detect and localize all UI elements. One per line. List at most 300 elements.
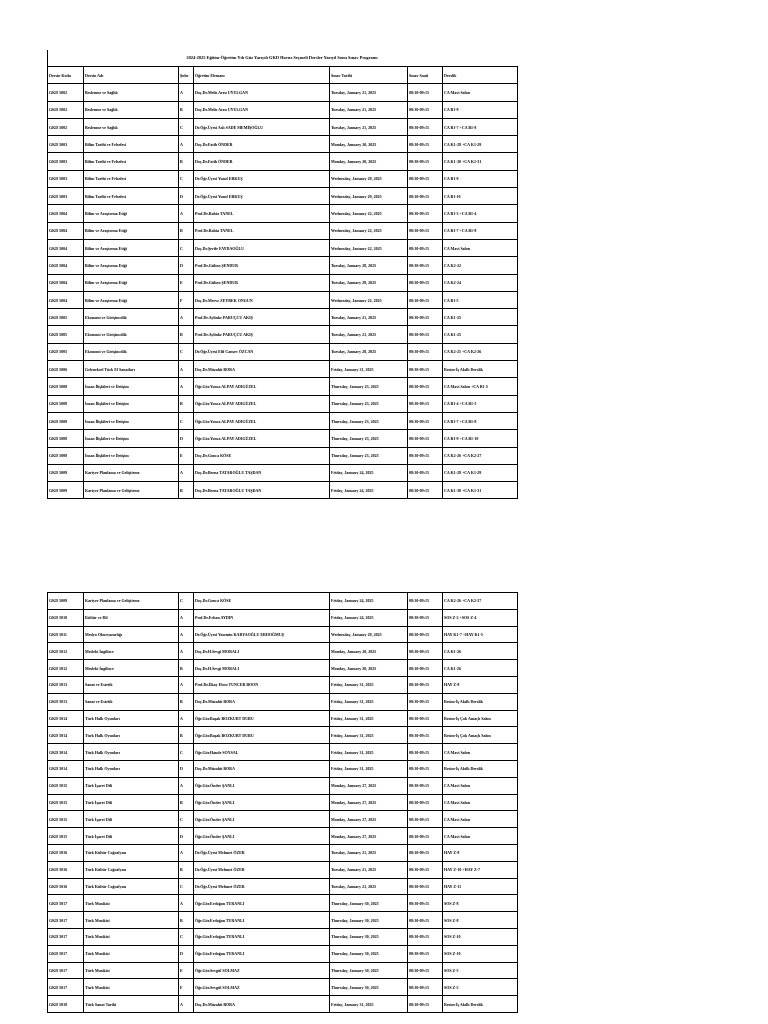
exam-date-cell: Wednesday, January 22, 2025 <box>330 222 408 239</box>
section-cell: C <box>179 811 194 828</box>
course-name-cell: Türk Halk Oyunları <box>84 760 179 777</box>
table-row <box>48 660 518 677</box>
instructor-cell: Prof.Dr.Gülten ŞENDUR <box>194 274 330 291</box>
course-name-cell: Kültür ve Dil <box>84 609 179 626</box>
instructor-cell: Doç.Dr.Gonca KÖSE <box>194 593 330 610</box>
table-row <box>48 945 518 962</box>
exam-time-cell: 08:30-09:15 <box>408 378 443 395</box>
section-cell: A <box>179 609 194 626</box>
header-course-code-cell: Dersin Kodu <box>48 67 84 84</box>
section-cell: B <box>179 660 194 677</box>
course-code-cell: GKD 5003 <box>48 170 84 187</box>
course-name-cell: Medya Okuryazarlığı <box>84 626 179 643</box>
table-row <box>48 257 518 274</box>
section-cell: D <box>179 760 194 777</box>
exam-date-cell: Wednesday, January 29, 2025 <box>330 188 408 205</box>
exam-date-cell: Monday, January 27, 2025 <box>330 777 408 794</box>
course-code-cell: GKD 5004 <box>48 257 84 274</box>
section-cell: C <box>179 118 194 135</box>
exam-time-cell: 08:30-09:15 <box>408 861 443 878</box>
exam-time-cell: 08:30-09:15 <box>408 412 443 429</box>
table-row <box>48 878 518 895</box>
course-name-cell: Sanat ve Estetik <box>84 693 179 710</box>
table-row <box>48 378 518 395</box>
course-name-cell: Türk Halk Oyunları <box>84 727 179 744</box>
exam-time-cell: 08:30-09:15 <box>408 593 443 610</box>
instructor-cell: Doç.Dr.Şerife FAYDAOĞLU <box>194 239 330 256</box>
table-row <box>48 239 518 256</box>
exam-time-cell: 08:30-09:15 <box>408 895 443 912</box>
section-cell: C <box>179 170 194 187</box>
exam-schedule-table-page-1 <box>47 66 518 499</box>
exam-date-cell: Thursday, January 30, 2025 <box>330 979 408 996</box>
exam-date-cell: Monday, January 20, 2025 <box>330 660 408 677</box>
exam-date-cell: Wednesday, January 29, 2025 <box>330 170 408 187</box>
exam-time-cell: 08:30-09:15 <box>408 693 443 710</box>
section-cell: F <box>179 291 194 308</box>
instructor-cell: Dr.Öğr.Üyesi Aslı SADE MEMİŞOĞLU <box>194 118 330 135</box>
table-row <box>48 962 518 979</box>
instructor-cell: Dr.Öğr.Üyesi Mehmet ÖZER <box>194 861 330 878</box>
course-code-cell: GKD 5009 <box>48 482 84 499</box>
instructor-cell: Öğr.Gör.Önder ŞANLI <box>194 828 330 845</box>
table-row <box>48 464 518 481</box>
exam-time-cell: 08:30-09:15 <box>408 928 443 945</box>
classroom-cell: HAY Z-8 <box>443 844 518 861</box>
section-cell: A <box>179 710 194 727</box>
exam-date-cell: Monday, January 27, 2025 <box>330 811 408 828</box>
course-name-cell: Kariyer Planlama ve Geliştirme <box>84 593 179 610</box>
classroom-cell: CA Mavi Salon <box>443 239 518 256</box>
course-code-cell: GKD 5014 <box>48 744 84 761</box>
exam-time-cell: 08:30-09:15 <box>408 828 443 845</box>
course-code-cell: GKD 5003 <box>48 153 84 170</box>
course-name-cell: Ekonomi ve Girişimcilik <box>84 343 179 360</box>
table-row <box>48 760 518 777</box>
exam-date-cell: Thursday, January 30, 2025 <box>330 945 408 962</box>
instructor-cell: Öğr.Gör.Hande SOYSAL <box>194 744 330 761</box>
section-cell: B <box>179 395 194 412</box>
exam-date-cell: Thursday, January 30, 2025 <box>330 928 408 945</box>
classroom-cell: CA K1-26 <box>443 660 518 677</box>
course-name-cell: Bilim ve Araştırma Etiği <box>84 205 179 222</box>
table-row <box>48 101 518 118</box>
course-name-cell: Beslenme ve Sağlık <box>84 118 179 135</box>
course-code-cell: GKD 5014 <box>48 727 84 744</box>
classroom-cell: Resim-İş Çok Amaçlı Salon <box>443 710 518 727</box>
course-code-cell: GKD 5009 <box>48 464 84 481</box>
classroom-cell: CA K1-25 <box>443 309 518 326</box>
exam-date-cell: Thursday, January 23, 2025 <box>330 395 408 412</box>
course-name-cell: İnsan İlişkileri ve İletişim <box>84 395 179 412</box>
table-row <box>48 828 518 845</box>
header-classroom-cell: Derslik <box>443 67 518 84</box>
table-row <box>48 309 518 326</box>
course-name-cell: İnsan İlişkileri ve İletişim <box>84 430 179 447</box>
exam-time-cell: 08:30-09:15 <box>408 811 443 828</box>
exam-time-cell: 08:30-09:15 <box>408 676 443 693</box>
course-name-cell: Bilim ve Araştırma Etiği <box>84 222 179 239</box>
exam-date-cell: Monday, January 20, 2025 <box>330 153 408 170</box>
table-row <box>48 593 518 610</box>
classroom-cell: CA B1-5 <box>443 291 518 308</box>
classroom-cell: HAY K1-7 +HAY K1-5 <box>443 626 518 643</box>
exam-time-cell: 08:30-09:15 <box>408 274 443 291</box>
course-code-cell: GKD 5009 <box>48 593 84 610</box>
course-name-cell: Türk Musikisi <box>84 979 179 996</box>
instructor-cell: Öğr.Gör.Yonca ALPAY ADIGÜZEL <box>194 378 330 395</box>
course-name-cell: Türk Halk Oyunları <box>84 744 179 761</box>
course-name-cell: Türk Kültür Coğrafyası <box>84 844 179 861</box>
course-code-cell: GKD 5008 <box>48 378 84 395</box>
exam-date-cell: Tuesday, January 28, 2025 <box>330 257 408 274</box>
course-name-cell: Türk İşaret Dili <box>84 811 179 828</box>
instructor-cell: Dr.Öğr.Üyesi Yasemin KARYAOĞLU ERDOĞMUŞ <box>194 626 330 643</box>
classroom-cell: SOS Z-8 <box>443 895 518 912</box>
exam-date-cell: Friday, January 31, 2025 <box>330 727 408 744</box>
course-name-cell: Ekonomi ve Girişimcilik <box>84 326 179 343</box>
course-code-cell: GKD 5010 <box>48 609 84 626</box>
instructor-cell: Doç.Dr.H.Sevgi MORALI <box>194 660 330 677</box>
section-cell: C <box>179 412 194 429</box>
classroom-cell: CA Mavi Salon <box>443 777 518 794</box>
table-row <box>48 482 518 499</box>
classroom-cell: CA Mavi Salon <box>443 744 518 761</box>
course-code-cell: GKD 5005 <box>48 326 84 343</box>
exam-time-cell: 08:30-09:15 <box>408 309 443 326</box>
section-cell: A <box>179 996 194 1013</box>
classroom-cell: Resim-İş Çok Amaçlı Salon <box>443 727 518 744</box>
exam-date-cell: Tuesday, January 21, 2025 <box>330 118 408 135</box>
section-cell: A <box>179 626 194 643</box>
course-code-cell: GKD 5008 <box>48 447 84 464</box>
table-row <box>48 861 518 878</box>
section-cell: B <box>179 101 194 118</box>
table-row <box>48 222 518 239</box>
instructor-cell: Öğr.Gör.Başak BOZKURT DURU <box>194 727 330 744</box>
course-code-cell: GKD 5011 <box>48 626 84 643</box>
course-name-cell: Bilim Tarihi ve Felsefesi <box>84 170 179 187</box>
section-cell: D <box>179 945 194 962</box>
course-code-cell: GKD 5016 <box>48 878 84 895</box>
instructor-cell: Öğr.Gör.Önder ŞANLI <box>194 811 330 828</box>
course-code-cell: GKD 5004 <box>48 239 84 256</box>
classroom-cell: SOS Z-8 <box>443 912 518 929</box>
instructor-cell: Doç.Dr.Fatih ÖNDER <box>194 153 330 170</box>
instructor-cell: Doç.Dr.Müzahit BORA <box>194 996 330 1013</box>
instructor-cell: Öğr.Gör.Önder ŞANLI <box>194 794 330 811</box>
table-row <box>48 153 518 170</box>
section-cell: C <box>179 744 194 761</box>
course-name-cell: Türk İşaret Dili <box>84 828 179 845</box>
course-code-cell: GKD 5017 <box>48 945 84 962</box>
table-header-row <box>48 67 518 84</box>
instructor-cell: Öğr.Gör.Sevgül SOLMAZ <box>194 979 330 996</box>
table-row <box>48 170 518 187</box>
course-code-cell: GKD 5005 <box>48 343 84 360</box>
course-name-cell: Ekonomi ve Girişimcilik <box>84 309 179 326</box>
course-name-cell: Türk İşaret Dili <box>84 794 179 811</box>
course-name-cell: Türk Kültür Coğrafyası <box>84 861 179 878</box>
classroom-cell: CA K2-24 <box>443 274 518 291</box>
exam-schedule-table-page-2 <box>47 592 518 1013</box>
section-cell: A <box>179 361 194 378</box>
exam-time-cell: 08:30-09:15 <box>408 626 443 643</box>
table-row <box>48 928 518 945</box>
course-code-cell: GKD 5015 <box>48 777 84 794</box>
instructor-cell: Öğr.Gör.Önder ŞANLI <box>194 777 330 794</box>
course-code-cell: GKD 5003 <box>48 136 84 153</box>
exam-time-cell: 08:30-09:15 <box>408 84 443 101</box>
table-row <box>48 118 518 135</box>
course-name-cell: Sanat ve Estetik <box>84 676 179 693</box>
course-name-cell: Mesleki İngilizce <box>84 643 179 660</box>
exam-date-cell: Monday, January 27, 2025 <box>330 828 408 845</box>
exam-time-cell: 08:30-09:15 <box>408 153 443 170</box>
instructor-cell: Doç.Dr.Melis Arzu UYULGAN <box>194 84 330 101</box>
exam-time-cell: 08:30-09:15 <box>408 727 443 744</box>
classroom-cell: SOS Z-10 <box>443 945 518 962</box>
table-row <box>48 693 518 710</box>
course-code-cell: GKD 5006 <box>48 361 84 378</box>
course-code-cell: GKD 5005 <box>48 309 84 326</box>
table-row <box>48 710 518 727</box>
section-cell: C <box>179 928 194 945</box>
instructor-cell: Dr.Öğr.Üyesi Yusuf ERKUŞ <box>194 188 330 205</box>
exam-date-cell: Friday, January 31, 2025 <box>330 760 408 777</box>
table-row <box>48 274 518 291</box>
exam-date-cell: Friday, January 31, 2025 <box>330 744 408 761</box>
course-name-cell: İnsan İlişkileri ve İletişim <box>84 447 179 464</box>
section-cell: E <box>179 274 194 291</box>
course-name-cell: Türk Sanat Tarihi <box>84 996 179 1013</box>
classroom-cell: CA B1-7 +CA B1-8 <box>443 118 518 135</box>
exam-time-cell: 08:30-09:15 <box>408 996 443 1013</box>
course-code-cell: GKD 5016 <box>48 861 84 878</box>
course-code-cell: GKD 5004 <box>48 274 84 291</box>
document-title: 2024-2025 Eğitim-Öğretim Yılı Güz Yarıyılı GKD Havuz Seçmeli Dersler Yarıyıl Sonu Sınav Programı <box>186 55 378 60</box>
header-course-name-cell: Dersin Adı <box>84 67 179 84</box>
exam-time-cell: 08:30-09:15 <box>408 643 443 660</box>
section-cell: F <box>179 979 194 996</box>
course-name-cell: Bilim ve Araştırma Etiği <box>84 257 179 274</box>
instructor-cell: Doç.Dr.Müzahit BORA <box>194 760 330 777</box>
exam-time-cell: 08:30-09:15 <box>408 710 443 727</box>
exam-time-cell: 08:30-09:15 <box>408 962 443 979</box>
exam-date-cell: Tuesday, January 21, 2025 <box>330 861 408 878</box>
section-cell: C <box>179 239 194 256</box>
exam-date-cell: Tuesday, January 21, 2025 <box>330 326 408 343</box>
table-row <box>48 84 518 101</box>
exam-date-cell: Friday, January 31, 2025 <box>330 996 408 1013</box>
table-row <box>48 626 518 643</box>
section-cell: B <box>179 693 194 710</box>
instructor-cell: Prof.Dr.İlkay Ebru TUNCER BOON <box>194 676 330 693</box>
section-cell: B <box>179 912 194 929</box>
exam-date-cell: Monday, January 20, 2025 <box>330 643 408 660</box>
exam-time-cell: 08:30-09:15 <box>408 464 443 481</box>
exam-time-cell: 08:30-09:15 <box>408 945 443 962</box>
exam-date-cell: Thursday, January 30, 2025 <box>330 912 408 929</box>
section-cell: B <box>179 482 194 499</box>
exam-time-cell: 08:30-09:15 <box>408 205 443 222</box>
section-cell: B <box>179 326 194 343</box>
classroom-cell: CA K1-26 <box>443 643 518 660</box>
course-name-cell: Türk Musikisi <box>84 945 179 962</box>
exam-date-cell: Thursday, January 23, 2025 <box>330 447 408 464</box>
exam-date-cell: Thursday, January 23, 2025 <box>330 412 408 429</box>
classroom-cell: CA Mavi Salon <box>443 84 518 101</box>
classroom-cell: HAY Z-8 <box>443 676 518 693</box>
course-name-cell: İnsan İlişkileri ve İletişim <box>84 412 179 429</box>
table-row <box>48 744 518 761</box>
table-row <box>48 895 518 912</box>
classroom-cell: CA B1-9 +CA B1-10 <box>443 430 518 447</box>
header-instructor-cell: Öğretim Elemanı <box>194 67 330 84</box>
classroom-cell: CA Mavi Salon <box>443 828 518 845</box>
table-row <box>48 727 518 744</box>
table-row <box>48 912 518 929</box>
classroom-cell: CA K1-30 +CA K1-31 <box>443 482 518 499</box>
instructor-cell: Öğr.Gör.Yonca ALPAY ADIGÜZEL <box>194 395 330 412</box>
table-row <box>48 676 518 693</box>
course-code-cell: GKD 5004 <box>48 205 84 222</box>
exam-time-cell: 08:30-09:15 <box>408 118 443 135</box>
instructor-cell: Doç.Dr.Berna TATAROĞLU TAŞDAN <box>194 482 330 499</box>
course-name-cell: Bilim Tarihi ve Felsefesi <box>84 136 179 153</box>
course-code-cell: GKD 5002 <box>48 118 84 135</box>
instructor-cell: Dr.Öğr.Üyesi Yusuf ERKUŞ <box>194 170 330 187</box>
section-cell: A <box>179 676 194 693</box>
instructor-cell: Dr.Öğr.Üyesi Elif Cansev ÖZCAN <box>194 343 330 360</box>
exam-date-cell: Wednesday, January 22, 2025 <box>330 205 408 222</box>
classroom-cell: CA Mavi Salon <box>443 794 518 811</box>
course-code-cell: GKD 5017 <box>48 912 84 929</box>
instructor-cell: Doç.Dr.Berna TATAROĞLU TAŞDAN <box>194 464 330 481</box>
table-row <box>48 794 518 811</box>
exam-date-cell: Friday, January 24, 2025 <box>330 593 408 610</box>
exam-time-cell: 08:30-09:15 <box>408 361 443 378</box>
classroom-cell: CA K2-25 +CA K2-26 <box>443 343 518 360</box>
section-cell: A <box>179 378 194 395</box>
table-row <box>48 979 518 996</box>
instructor-cell: Öğr.Gör.Erdoğan TURANLI <box>194 912 330 929</box>
exam-date-cell: Friday, January 31, 2025 <box>330 676 408 693</box>
table-row <box>48 844 518 861</box>
classroom-cell: HAY Z-10 +HAY Z-7 <box>443 861 518 878</box>
exam-time-cell: 08:30-09:15 <box>408 794 443 811</box>
table-row <box>48 447 518 464</box>
classroom-cell: CA B1-9 <box>443 101 518 118</box>
instructor-cell: Prof.Dr.Aylinke PARUÇCU AKIŞ <box>194 326 330 343</box>
exam-time-cell: 08:30-09:15 <box>408 291 443 308</box>
course-code-cell: GKD 5013 <box>48 693 84 710</box>
classroom-cell: CA K2-26 +CA K2-27 <box>443 593 518 610</box>
course-code-cell: GKD 5012 <box>48 643 84 660</box>
course-name-cell: Geleneksel Türk El Sanatları <box>84 361 179 378</box>
course-name-cell: Kariyer Planlama ve Geliştirme <box>84 482 179 499</box>
course-code-cell: GKD 5015 <box>48 828 84 845</box>
classroom-cell: CA K2-22 <box>443 257 518 274</box>
classroom-cell: SOS Z-5 <box>443 979 518 996</box>
section-cell: D <box>179 430 194 447</box>
course-name-cell: Bilim ve Araştırma Etiği <box>84 239 179 256</box>
exam-time-cell: 08:30-09:15 <box>408 222 443 239</box>
course-name-cell: Türk Halk Oyunları <box>84 710 179 727</box>
section-cell: C <box>179 878 194 895</box>
section-cell: B <box>179 153 194 170</box>
table-row <box>48 291 518 308</box>
course-code-cell: GKD 5008 <box>48 395 84 412</box>
classroom-cell: CA Mavi Salon <box>443 811 518 828</box>
course-code-cell: GKD 5012 <box>48 660 84 677</box>
table-row <box>48 430 518 447</box>
classroom-cell: CA Mavi Salon +CA B1-5 <box>443 378 518 395</box>
course-code-cell: GKD 5008 <box>48 412 84 429</box>
instructor-cell: Doç.Dr.Müzahit BORA <box>194 361 330 378</box>
instructor-cell: Öğr.Gör.Erdoğan TURANLI <box>194 895 330 912</box>
instructor-cell: Öğr.Gör.Erdoğan TURANLI <box>194 945 330 962</box>
course-code-cell: GKD 5018 <box>48 996 84 1013</box>
exam-date-cell: Tuesday, January 21, 2025 <box>330 844 408 861</box>
instructor-cell: Doç.Dr.Merve ZEYBEK ONGUN <box>194 291 330 308</box>
course-code-cell: GKD 5015 <box>48 811 84 828</box>
classroom-cell: HAY Z-11 <box>443 878 518 895</box>
classroom-cell: CA B1-7 +CA B1-8 <box>443 222 518 239</box>
course-code-cell: GKD 5017 <box>48 962 84 979</box>
classroom-cell: Resim-İş Akıllı Derslik <box>443 760 518 777</box>
course-code-cell: GKD 5015 <box>48 794 84 811</box>
section-cell: A <box>179 464 194 481</box>
section-cell: D <box>179 828 194 845</box>
course-name-cell: Beslenme ve Sağlık <box>84 84 179 101</box>
classroom-cell: CA K2-26 +CA K2-27 <box>443 447 518 464</box>
exam-date-cell: Tuesday, January 21, 2025 <box>330 309 408 326</box>
classroom-cell: SOS Z-5 <box>443 962 518 979</box>
section-cell: A <box>179 643 194 660</box>
section-cell: A <box>179 895 194 912</box>
exam-date-cell: Monday, January 20, 2025 <box>330 136 408 153</box>
section-cell: B <box>179 222 194 239</box>
course-code-cell: GKD 5017 <box>48 895 84 912</box>
table-row <box>48 205 518 222</box>
exam-date-cell: Friday, January 31, 2025 <box>330 710 408 727</box>
course-code-cell: GKD 5008 <box>48 430 84 447</box>
exam-date-cell: Thursday, January 23, 2025 <box>330 378 408 395</box>
course-name-cell: Türk İşaret Dili <box>84 777 179 794</box>
instructor-cell: Doç.Dr.H.Sevgi MORALI <box>194 643 330 660</box>
section-cell: A <box>179 309 194 326</box>
table-row <box>48 188 518 205</box>
exam-time-cell: 08:30-09:15 <box>408 188 443 205</box>
course-name-cell: Bilim ve Araştırma Etiği <box>84 291 179 308</box>
instructor-cell: Öğr.Gör.Erdoğan TURANLI <box>194 928 330 945</box>
classroom-cell: CA B1-3 +CA B1-4 <box>443 205 518 222</box>
exam-date-cell: Tuesday, January 21, 2025 <box>330 878 408 895</box>
instructor-cell: Prof.Dr.Erhan AYDIN <box>194 609 330 626</box>
instructor-cell: Doç.Dr.Fatih ÖNDER <box>194 136 330 153</box>
classroom-cell: CA B1-10 <box>443 188 518 205</box>
exam-time-cell: 08:30-09:15 <box>408 744 443 761</box>
course-code-cell: GKD 5017 <box>48 979 84 996</box>
exam-date-cell: Friday, January 24, 2025 <box>330 482 408 499</box>
exam-date-cell: Friday, January 31, 2025 <box>330 361 408 378</box>
exam-date-cell: Tuesday, January 28, 2025 <box>330 274 408 291</box>
section-cell: E <box>179 447 194 464</box>
table-row <box>48 326 518 343</box>
exam-time-cell: 08:30-09:15 <box>408 395 443 412</box>
classroom-cell: Resim-İş Akıllı Derslik <box>443 996 518 1013</box>
